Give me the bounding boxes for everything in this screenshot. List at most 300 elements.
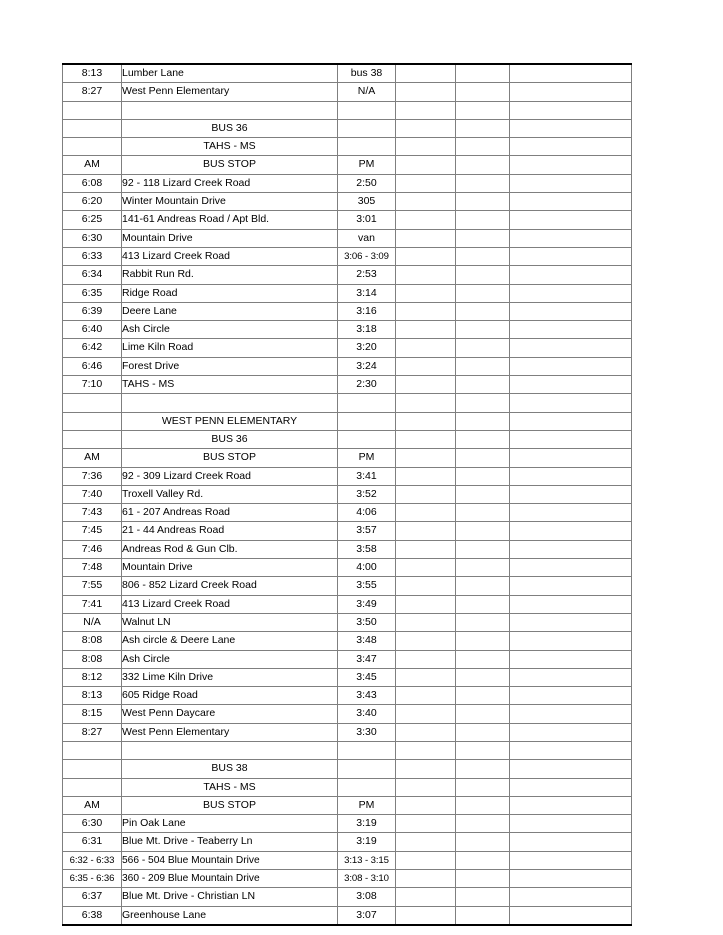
empty-column-1 xyxy=(396,302,456,320)
empty-column-3 xyxy=(510,247,632,265)
empty-column-1 xyxy=(396,595,456,613)
section-title-row xyxy=(63,760,632,778)
empty-column-3 xyxy=(510,796,632,814)
cell-am-time xyxy=(63,778,122,796)
cell-am-time: 6:35 xyxy=(63,284,122,302)
cell-pm-time: 3:45 xyxy=(338,668,396,686)
empty-column-1 xyxy=(396,430,456,448)
cell-bus-stop-name: Walnut LN xyxy=(122,613,338,631)
empty-column-2 xyxy=(456,577,510,595)
empty-column-3 xyxy=(510,595,632,613)
cell-am-time xyxy=(63,741,122,759)
column-header-am: AM xyxy=(63,796,122,814)
table-row xyxy=(63,284,632,302)
cell-bus-stop-name: West Penn Elementary xyxy=(122,83,338,101)
cell-am-time: 6:37 xyxy=(63,888,122,906)
empty-column-1 xyxy=(396,485,456,503)
schedule-body xyxy=(63,64,632,925)
table-row xyxy=(63,302,632,320)
empty-column-3 xyxy=(510,394,632,412)
empty-column-3 xyxy=(510,760,632,778)
section-title: BUS 38 xyxy=(122,760,338,778)
cell-pm-time: 3:24 xyxy=(338,357,396,375)
cell-pm-time: 3:40 xyxy=(338,705,396,723)
empty-column-1 xyxy=(396,723,456,741)
spacer-row xyxy=(63,394,632,412)
cell-am-time: 6:30 xyxy=(63,229,122,247)
cell-pm-time: 4:06 xyxy=(338,504,396,522)
cell-pm-time: 3:47 xyxy=(338,650,396,668)
cell-am-time xyxy=(63,138,122,156)
section-title: BUS 36 xyxy=(122,430,338,448)
empty-column-1 xyxy=(396,705,456,723)
table-row xyxy=(63,888,632,906)
empty-column-2 xyxy=(456,376,510,394)
cell-bus-stop-name: 566 - 504 Blue Mountain Drive xyxy=(122,851,338,869)
table-row xyxy=(63,723,632,741)
table-row xyxy=(63,705,632,723)
schedule-sheet xyxy=(62,63,631,926)
empty-column-2 xyxy=(456,632,510,650)
cell-am-time: 7:36 xyxy=(63,467,122,485)
empty-column-3 xyxy=(510,467,632,485)
empty-column-3 xyxy=(510,449,632,467)
table-row xyxy=(63,833,632,851)
empty-column-3 xyxy=(510,815,632,833)
empty-column-3 xyxy=(510,613,632,631)
empty-column-3 xyxy=(510,138,632,156)
empty-column-2 xyxy=(456,83,510,101)
cell-am-time: 8:27 xyxy=(63,83,122,101)
empty-column-2 xyxy=(456,247,510,265)
cell-bus-stop-name: 332 Lime Kiln Drive xyxy=(122,668,338,686)
empty-column-3 xyxy=(510,302,632,320)
empty-column-3 xyxy=(510,229,632,247)
empty-column-1 xyxy=(396,815,456,833)
empty-column-1 xyxy=(396,687,456,705)
empty-column-3 xyxy=(510,193,632,211)
cell-pm-time xyxy=(338,741,396,759)
cell-pm-time xyxy=(338,101,396,119)
empty-column-3 xyxy=(510,321,632,339)
empty-column-1 xyxy=(396,193,456,211)
empty-column-1 xyxy=(396,321,456,339)
cell-bus-stop-name: 21 - 44 Andreas Road xyxy=(122,522,338,540)
table-row xyxy=(63,632,632,650)
cell-bus-stop-name: West Penn Elementary xyxy=(122,723,338,741)
empty-column-2 xyxy=(456,522,510,540)
empty-column-3 xyxy=(510,119,632,137)
table-row xyxy=(63,266,632,284)
cell-pm-time xyxy=(338,778,396,796)
table-row xyxy=(63,613,632,631)
cell-am-time: 7:41 xyxy=(63,595,122,613)
cell-am-time xyxy=(63,760,122,778)
section-title: TAHS - MS xyxy=(122,778,338,796)
cell-bus-stop-name: Pin Oak Lane xyxy=(122,815,338,833)
cell-pm-time: 3:07 xyxy=(338,906,396,925)
empty-column-1 xyxy=(396,284,456,302)
empty-column-1 xyxy=(396,833,456,851)
column-header-pm: PM xyxy=(338,449,396,467)
table-row xyxy=(63,174,632,192)
cell-pm-time: N/A xyxy=(338,83,396,101)
cell-bus-stop-name: Andreas Rod & Gun Clb. xyxy=(122,540,338,558)
empty-column-2 xyxy=(456,705,510,723)
empty-column-1 xyxy=(396,870,456,888)
empty-column-2 xyxy=(456,174,510,192)
table-row xyxy=(63,650,632,668)
empty-column-1 xyxy=(396,741,456,759)
empty-column-2 xyxy=(456,284,510,302)
cell-pm-time: 3:08 - 3:10 xyxy=(338,870,396,888)
table-row xyxy=(63,870,632,888)
empty-column-2 xyxy=(456,138,510,156)
cell-pm-time: 3:08 xyxy=(338,888,396,906)
empty-column-2 xyxy=(456,266,510,284)
empty-column-3 xyxy=(510,540,632,558)
column-header-bus-stop: BUS STOP xyxy=(122,449,338,467)
cell-pm-time: 3:30 xyxy=(338,723,396,741)
cell-am-time: N/A xyxy=(63,613,122,631)
empty-column-1 xyxy=(396,357,456,375)
cell-am-time xyxy=(63,101,122,119)
cell-am-time: 8:13 xyxy=(63,64,122,83)
empty-column-1 xyxy=(396,522,456,540)
empty-column-3 xyxy=(510,101,632,119)
empty-column-2 xyxy=(456,888,510,906)
cell-pm-time: 3:13 - 3:15 xyxy=(338,851,396,869)
cell-pm-time: 3:19 xyxy=(338,815,396,833)
cell-pm-time: bus 38 xyxy=(338,64,396,83)
cell-bus-stop-name: Mountain Drive xyxy=(122,229,338,247)
table-row xyxy=(63,211,632,229)
empty-column-2 xyxy=(456,504,510,522)
spacer-row xyxy=(63,101,632,119)
empty-column-3 xyxy=(510,906,632,925)
cell-pm-time: 3:18 xyxy=(338,321,396,339)
empty-column-2 xyxy=(456,870,510,888)
cell-am-time: 6:34 xyxy=(63,266,122,284)
table-header-row xyxy=(63,156,632,174)
cell-am-time xyxy=(63,412,122,430)
empty-column-3 xyxy=(510,559,632,577)
empty-column-1 xyxy=(396,632,456,650)
cell-bus-stop-name: Ridge Road xyxy=(122,284,338,302)
section-title-row xyxy=(63,778,632,796)
cell-pm-time xyxy=(338,430,396,448)
empty-column-2 xyxy=(456,211,510,229)
empty-column-2 xyxy=(456,815,510,833)
column-header-am: AM xyxy=(63,156,122,174)
empty-column-1 xyxy=(396,796,456,814)
cell-bus-stop-name: Blue Mt. Drive - Teaberry Ln xyxy=(122,833,338,851)
empty-column-3 xyxy=(510,741,632,759)
empty-column-3 xyxy=(510,833,632,851)
cell-pm-time: 3:52 xyxy=(338,485,396,503)
table-header-row xyxy=(63,796,632,814)
empty-column-2 xyxy=(456,156,510,174)
cell-pm-time: 2:30 xyxy=(338,376,396,394)
empty-column-2 xyxy=(456,613,510,631)
empty-column-1 xyxy=(396,138,456,156)
empty-column-2 xyxy=(456,394,510,412)
empty-column-2 xyxy=(456,650,510,668)
empty-column-2 xyxy=(456,595,510,613)
cell-pm-time: 2:50 xyxy=(338,174,396,192)
table-row xyxy=(63,577,632,595)
empty-column-3 xyxy=(510,211,632,229)
empty-column-2 xyxy=(456,357,510,375)
cell-am-time: 7:10 xyxy=(63,376,122,394)
empty-column-3 xyxy=(510,668,632,686)
empty-column-3 xyxy=(510,339,632,357)
empty-column-2 xyxy=(456,339,510,357)
table-row xyxy=(63,467,632,485)
cell-am-time: 6:08 xyxy=(63,174,122,192)
empty-column-2 xyxy=(456,540,510,558)
cell-bus-stop-name: Ash Circle xyxy=(122,650,338,668)
empty-column-3 xyxy=(510,687,632,705)
cell-am-time: 6:38 xyxy=(63,906,122,925)
empty-column-1 xyxy=(396,83,456,101)
empty-column-3 xyxy=(510,412,632,430)
cell-bus-stop-name xyxy=(122,394,338,412)
cell-am-time: 6:30 xyxy=(63,815,122,833)
cell-pm-time: 3:50 xyxy=(338,613,396,631)
empty-column-3 xyxy=(510,870,632,888)
section-title: WEST PENN ELEMENTARY xyxy=(122,412,338,430)
cell-pm-time: 3:01 xyxy=(338,211,396,229)
empty-column-3 xyxy=(510,522,632,540)
cell-pm-time: 3:16 xyxy=(338,302,396,320)
empty-column-3 xyxy=(510,778,632,796)
section-title-row xyxy=(63,138,632,156)
empty-column-1 xyxy=(396,266,456,284)
table-row xyxy=(63,595,632,613)
empty-column-1 xyxy=(396,577,456,595)
empty-column-2 xyxy=(456,485,510,503)
empty-column-2 xyxy=(456,119,510,137)
cell-pm-time: 3:19 xyxy=(338,833,396,851)
cell-am-time: 7:40 xyxy=(63,485,122,503)
cell-bus-stop-name: 413 Lizard Creek Road xyxy=(122,247,338,265)
cell-am-time: 6:32 - 6:33 xyxy=(63,851,122,869)
empty-column-2 xyxy=(456,193,510,211)
empty-column-3 xyxy=(510,357,632,375)
cell-am-time: 6:33 xyxy=(63,247,122,265)
empty-column-2 xyxy=(456,906,510,925)
empty-column-1 xyxy=(396,119,456,137)
empty-column-1 xyxy=(396,760,456,778)
empty-column-3 xyxy=(510,64,632,83)
cell-bus-stop-name: Deere Lane xyxy=(122,302,338,320)
empty-column-1 xyxy=(396,467,456,485)
cell-pm-time xyxy=(338,138,396,156)
empty-column-3 xyxy=(510,504,632,522)
cell-am-time: 8:08 xyxy=(63,632,122,650)
cell-pm-time: 3:41 xyxy=(338,467,396,485)
cell-bus-stop-name: Forest Drive xyxy=(122,357,338,375)
cell-am-time: 7:48 xyxy=(63,559,122,577)
cell-am-time xyxy=(63,119,122,137)
cell-pm-time: 2:53 xyxy=(338,266,396,284)
table-row xyxy=(63,376,632,394)
cell-pm-time: 305 xyxy=(338,193,396,211)
cell-am-time: 7:45 xyxy=(63,522,122,540)
empty-column-1 xyxy=(396,394,456,412)
cell-am-time: 8:15 xyxy=(63,705,122,723)
cell-am-time xyxy=(63,430,122,448)
empty-column-2 xyxy=(456,687,510,705)
cell-am-time: 6:25 xyxy=(63,211,122,229)
cell-bus-stop-name xyxy=(122,741,338,759)
cell-am-time xyxy=(63,394,122,412)
cell-bus-stop-name: 605 Ridge Road xyxy=(122,687,338,705)
cell-bus-stop-name: 413 Lizard Creek Road xyxy=(122,595,338,613)
cell-am-time: 7:43 xyxy=(63,504,122,522)
empty-column-1 xyxy=(396,229,456,247)
empty-column-2 xyxy=(456,778,510,796)
empty-column-1 xyxy=(396,339,456,357)
table-row xyxy=(63,229,632,247)
table-row xyxy=(63,522,632,540)
empty-column-1 xyxy=(396,888,456,906)
empty-column-3 xyxy=(510,156,632,174)
empty-column-3 xyxy=(510,723,632,741)
empty-column-1 xyxy=(396,174,456,192)
bus-schedule-table xyxy=(62,63,632,926)
cell-am-time: 6:39 xyxy=(63,302,122,320)
cell-am-time: 7:55 xyxy=(63,577,122,595)
cell-pm-time xyxy=(338,760,396,778)
empty-column-3 xyxy=(510,174,632,192)
table-row xyxy=(63,906,632,925)
empty-column-1 xyxy=(396,376,456,394)
cell-bus-stop-name: TAHS - MS xyxy=(122,376,338,394)
empty-column-3 xyxy=(510,577,632,595)
empty-column-2 xyxy=(456,796,510,814)
empty-column-3 xyxy=(510,632,632,650)
column-header-am: AM xyxy=(63,449,122,467)
cell-pm-time: 3:57 xyxy=(338,522,396,540)
cell-pm-time: 3:48 xyxy=(338,632,396,650)
empty-column-3 xyxy=(510,705,632,723)
empty-column-1 xyxy=(396,540,456,558)
empty-column-3 xyxy=(510,376,632,394)
cell-bus-stop-name: 141-61 Andreas Road / Apt Bld. xyxy=(122,211,338,229)
table-row xyxy=(63,687,632,705)
empty-column-2 xyxy=(456,668,510,686)
column-header-pm: PM xyxy=(338,796,396,814)
table-row xyxy=(63,851,632,869)
cell-am-time: 8:27 xyxy=(63,723,122,741)
column-header-pm: PM xyxy=(338,156,396,174)
empty-column-2 xyxy=(456,302,510,320)
empty-column-2 xyxy=(456,741,510,759)
cell-am-time: 6:35 - 6:36 xyxy=(63,870,122,888)
cell-bus-stop-name: Mountain Drive xyxy=(122,559,338,577)
cell-bus-stop-name: 806 - 852 Lizard Creek Road xyxy=(122,577,338,595)
empty-column-2 xyxy=(456,851,510,869)
section-title-row xyxy=(63,430,632,448)
cell-pm-time: 4:00 xyxy=(338,559,396,577)
empty-column-3 xyxy=(510,650,632,668)
table-row xyxy=(63,357,632,375)
cell-bus-stop-name: 92 - 309 Lizard Creek Road xyxy=(122,467,338,485)
empty-column-1 xyxy=(396,613,456,631)
empty-column-2 xyxy=(456,321,510,339)
cell-bus-stop-name: Lime Kiln Road xyxy=(122,339,338,357)
cell-am-time: 7:46 xyxy=(63,540,122,558)
cell-am-time: 6:42 xyxy=(63,339,122,357)
cell-am-time: 6:31 xyxy=(63,833,122,851)
table-row xyxy=(63,64,632,83)
cell-bus-stop-name: Rabbit Run Rd. xyxy=(122,266,338,284)
cell-pm-time: 3:43 xyxy=(338,687,396,705)
empty-column-1 xyxy=(396,559,456,577)
cell-bus-stop-name: Troxell Valley Rd. xyxy=(122,485,338,503)
empty-column-2 xyxy=(456,760,510,778)
table-row xyxy=(63,559,632,577)
column-header-bus-stop: BUS STOP xyxy=(122,796,338,814)
cell-bus-stop-name: 360 - 209 Blue Mountain Drive xyxy=(122,870,338,888)
table-row xyxy=(63,247,632,265)
cell-am-time: 8:08 xyxy=(63,650,122,668)
table-row xyxy=(63,504,632,522)
cell-bus-stop-name: Winter Mountain Drive xyxy=(122,193,338,211)
empty-column-2 xyxy=(456,64,510,83)
empty-column-2 xyxy=(456,101,510,119)
empty-column-3 xyxy=(510,266,632,284)
empty-column-3 xyxy=(510,284,632,302)
empty-column-1 xyxy=(396,156,456,174)
empty-column-1 xyxy=(396,64,456,83)
table-row xyxy=(63,668,632,686)
cell-bus-stop-name: West Penn Daycare xyxy=(122,705,338,723)
empty-column-2 xyxy=(456,723,510,741)
empty-column-1 xyxy=(396,101,456,119)
empty-column-1 xyxy=(396,449,456,467)
column-header-bus-stop: BUS STOP xyxy=(122,156,338,174)
table-header-row xyxy=(63,449,632,467)
cell-pm-time: 3:14 xyxy=(338,284,396,302)
spacer-row xyxy=(63,741,632,759)
empty-column-2 xyxy=(456,412,510,430)
section-title: TAHS - MS xyxy=(122,138,338,156)
section-title-row xyxy=(63,412,632,430)
section-title-row xyxy=(63,119,632,137)
empty-column-1 xyxy=(396,851,456,869)
cell-bus-stop-name: Greenhouse Lane xyxy=(122,906,338,925)
cell-am-time: 6:20 xyxy=(63,193,122,211)
cell-pm-time xyxy=(338,394,396,412)
table-row xyxy=(63,339,632,357)
cell-pm-time: 3:58 xyxy=(338,540,396,558)
empty-column-2 xyxy=(456,229,510,247)
cell-bus-stop-name: Lumber Lane xyxy=(122,64,338,83)
empty-column-1 xyxy=(396,906,456,925)
empty-column-3 xyxy=(510,430,632,448)
cell-am-time: 8:13 xyxy=(63,687,122,705)
cell-am-time: 6:46 xyxy=(63,357,122,375)
empty-column-3 xyxy=(510,851,632,869)
cell-pm-time: 3:49 xyxy=(338,595,396,613)
empty-column-3 xyxy=(510,83,632,101)
table-row xyxy=(63,193,632,211)
empty-column-2 xyxy=(456,559,510,577)
table-row xyxy=(63,485,632,503)
